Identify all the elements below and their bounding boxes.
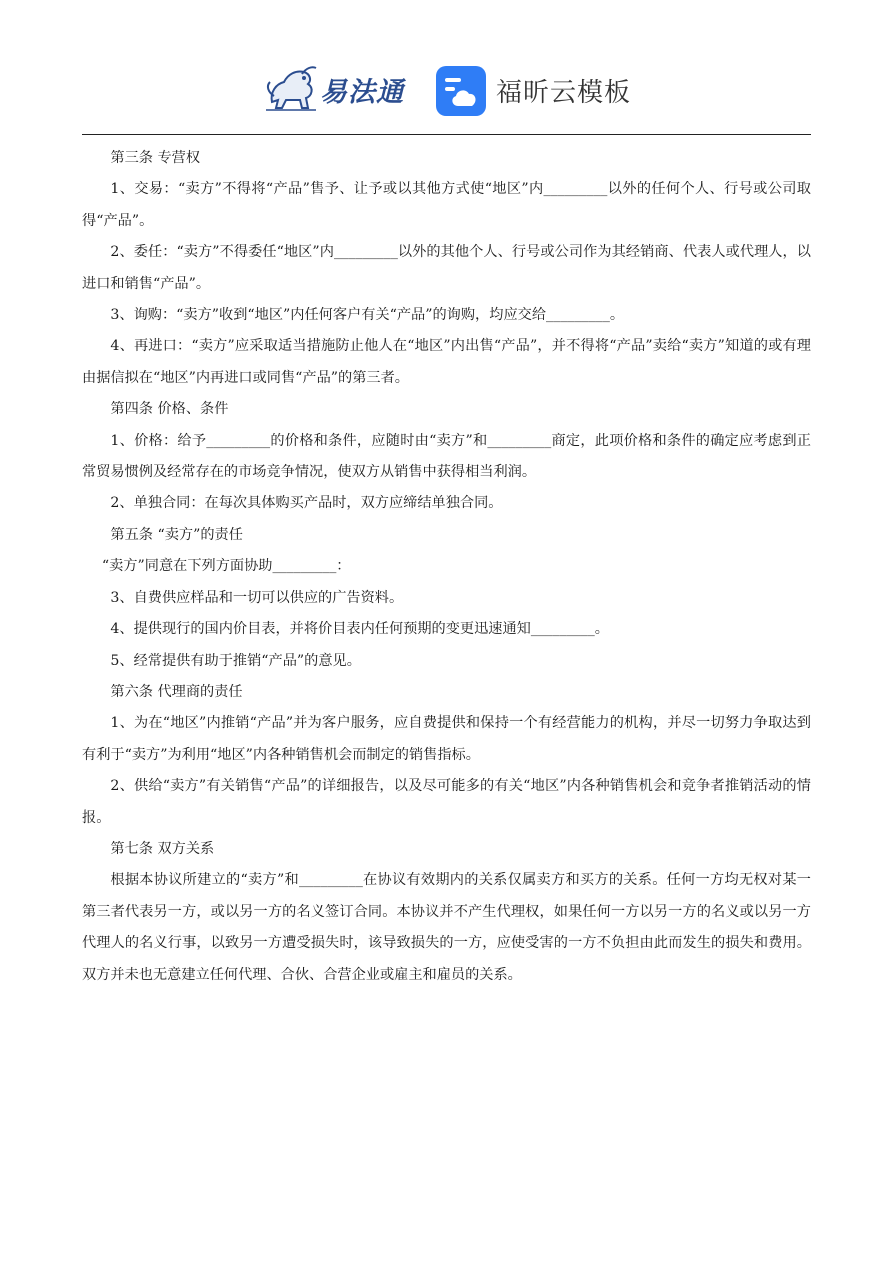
section-heading: 第三条 专营权: [110, 150, 201, 166]
paragraph: 2、委任：“卖方”不得委任“地区”内_________以外的其他个人、行号或公司作为其经销商、代表人或代理人，以进口和销售“产品”。: [82, 244, 811, 292]
qilin-icon: [262, 62, 320, 114]
paragraph: 5、经常提供有助于推销“产品”的意见。: [110, 652, 361, 669]
paragraph: 2、供给“卖方”有关销售“产品”的详细报告，以及尽可能多的有关“地区”内各种销售机会和竞争者推销活动的情报。: [82, 778, 811, 826]
paragraph: 2、单独合同：在每次具体购买产品时，双方应缔结单独合同。: [110, 495, 503, 512]
section-heading: 第五条 “卖方”的责任: [110, 526, 243, 543]
paragraph: 4、再进口：“卖方”应采取适当措施防止他人在“地区”内出售“产品”，并不得将“产品”卖给“卖方”知道的或有理由据信拟在“地区”内再进口或同售“产品”的第三者。: [82, 338, 811, 386]
section-heading: 第四条 价格、条件: [110, 401, 229, 418]
page-header: [0, 0, 893, 136]
header-divider: [82, 134, 811, 135]
paragraph: 4、提供现行的国内价目表，并将价目表内任何预期的变更迅速通知_________。: [110, 621, 609, 638]
paragraph: 3、询购：“卖方”收到“地区”内任何客户有关“产品”的询购，均应交给_________。: [110, 307, 625, 324]
document-body: [82, 143, 811, 991]
paragraph: “卖方”同意在下列方面协助_________：: [101, 558, 351, 575]
paragraph: 根据本协议所建立的“卖方”和_________在协议有效期内的关系仅属卖方和买方的关系。任何一方均无权对某一第三者代表另一方，或以另一方的名义签订合同。本协议并不产生代理权，如果任何一方以另一方的名义或以另一方代理人的名义行事，以致另一方遭受损失时，该导致损失的一方，应使受害的一方不负担由此而发生的损失和费用。双方并未也无意建立任何代理、合伙、合营企业或雇主和雇员的关系。: [82, 872, 811, 983]
paragraph: 1、为在“地区”内推销“产品”并为客户服务，应自费提供和保持一个有经营能力的机构，并尽一切努力争取达到有利于“卖方”为利用“地区”内各种销售机会而制定的销售指标。: [82, 715, 811, 763]
paragraph: 1、交易：“卖方”不得将“产品”售予、让予或以其他方式使“地区”内_________以外的任何个人、行号或公司取得“产品”。: [82, 181, 811, 229]
paragraph: 1、价格：给予_________的价格和条件，应随时由“卖方”和_________商定，此项价格和条件的确定应考虑到正常贸易惯例及经常存在的市场竞争情况，使双方从销售中获得相当利润。: [82, 432, 811, 481]
section-heading: 第六条 代理商的责任: [110, 683, 243, 700]
logo2-brand-text: 福昕云模板: [496, 78, 632, 108]
yifatong-logo: [262, 62, 412, 114]
section-heading: 第七条 双方关系: [110, 840, 215, 857]
paragraph: 3、自费供应样品和一切可以供应的广告资料。: [110, 589, 404, 606]
foxit-cloud-icon: [436, 66, 486, 116]
logo-brand-text: 易法通: [320, 77, 404, 108]
